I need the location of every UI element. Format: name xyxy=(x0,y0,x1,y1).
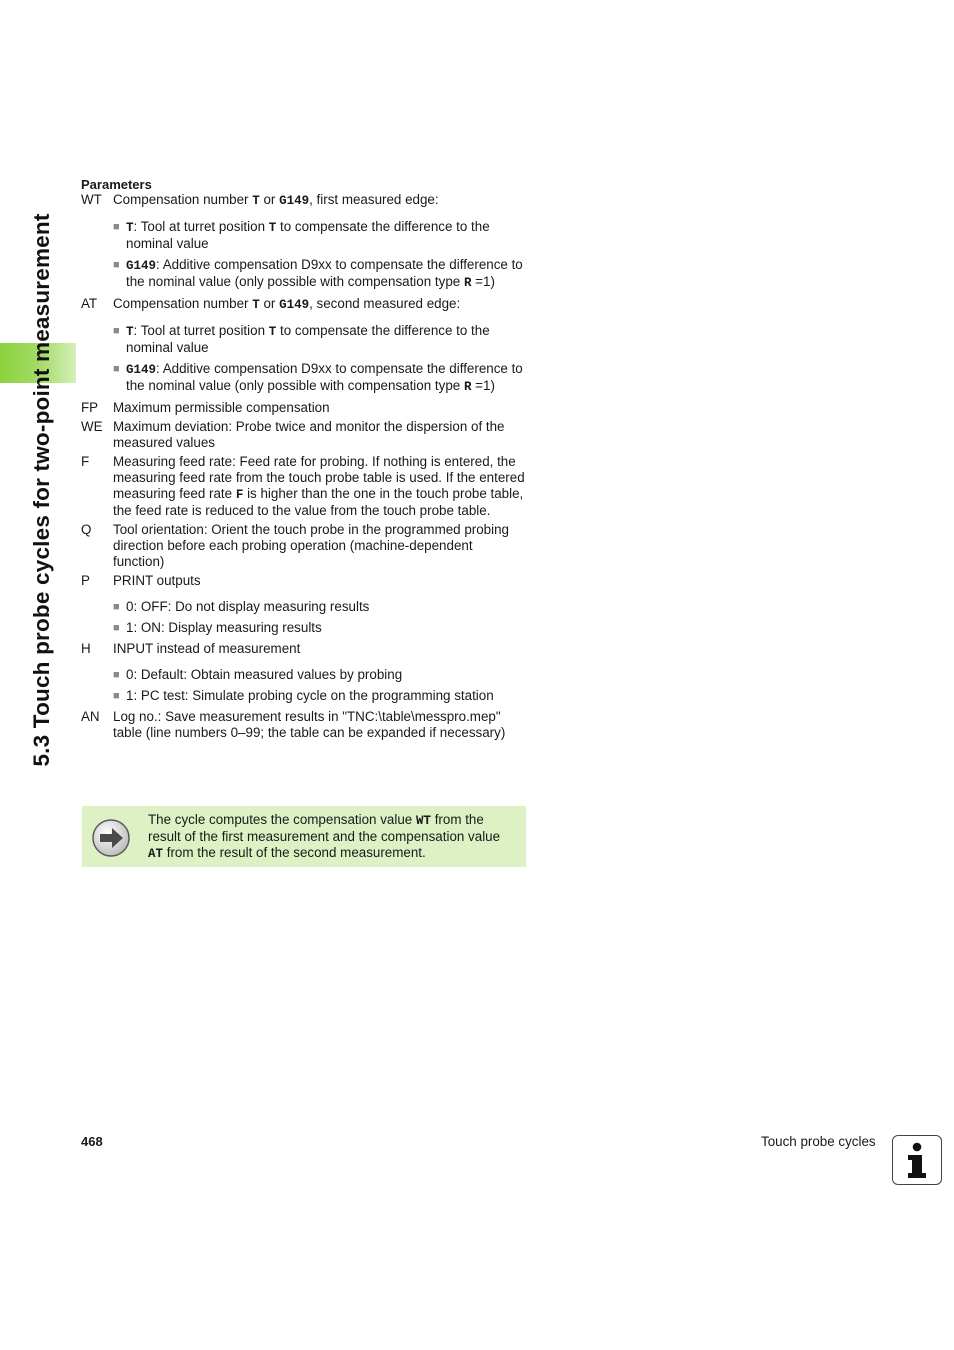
param-description: Log no.: Save measurement results in "TNC:\table\messpro.mep" table (line numbers 0–99; the table can be expanded if necessary) xyxy=(113,709,506,740)
param-q xyxy=(81,522,526,570)
list-item: ■ T: Tool at turret position T to compensate the difference to the nominal value xyxy=(113,323,490,355)
param-wt-options xyxy=(113,219,526,291)
bullet-square-icon: ■ xyxy=(113,363,120,375)
param-at xyxy=(81,296,526,313)
param-description: Maximum deviation: Probe twice and monitor the dispersion of the measured values xyxy=(113,419,505,450)
param-code: WE xyxy=(81,419,103,434)
bullet-square-icon: ■ xyxy=(113,601,120,613)
bullet-square-icon: ■ xyxy=(113,259,120,271)
side-chapter-title: 5.3 Touch probe cycles for two-point measurement xyxy=(29,213,54,767)
info-icon xyxy=(892,1135,942,1185)
param-p-options xyxy=(113,599,526,636)
param-code: WT xyxy=(81,192,102,207)
param-description: Compensation number T or G149, first measured edge: xyxy=(113,192,439,208)
note-box xyxy=(82,806,526,867)
param-code: F xyxy=(81,454,90,469)
param-fp xyxy=(81,400,526,416)
param-description: PRINT outputs xyxy=(113,573,201,588)
list-item: ■ G149: Additive compensation D9xx to compensate the difference to the nominal value (only possible with compensation type R =1) xyxy=(113,361,523,394)
param-wt xyxy=(81,192,526,209)
bullet-square-icon: ■ xyxy=(113,669,120,681)
list-item: ■ 1: PC test: Simulate probing cycle on the programming station xyxy=(113,688,494,703)
param-description: Maximum permissible compensation xyxy=(113,400,330,415)
bullet-square-icon: ■ xyxy=(113,690,120,702)
param-code: Q xyxy=(81,522,92,537)
list-item: ■ G149: Additive compensation D9xx to compensate the difference to the nominal value (only possible with compensation type R =1) xyxy=(113,257,523,290)
list-item: ■ 0: Default: Obtain measured values by probing xyxy=(113,667,403,682)
param-p xyxy=(81,573,526,589)
param-description: INPUT instead of measurement xyxy=(113,641,301,656)
param-h xyxy=(81,641,526,657)
list-item: ■ 0: OFF: Do not display measuring results xyxy=(113,599,370,614)
arrow-right-icon xyxy=(91,818,131,858)
list-item: ■ 1: ON: Display measuring results xyxy=(113,620,322,635)
parameters-section xyxy=(81,177,526,741)
param-description: Tool orientation: Orient the touch probe in the programmed probing direction before each probing operation (machine-dependent function) xyxy=(113,522,510,569)
list-item: ■ T: Tool at turret position T to compensate the difference to the nominal value xyxy=(113,219,490,251)
param-we xyxy=(81,419,526,451)
note-text: The cycle computes the compensation value WT from the result of the first measurement and the compensation value AT from the result of the second measurement. xyxy=(148,812,501,861)
param-h-options xyxy=(113,667,526,704)
bullet-square-icon: ■ xyxy=(113,221,120,233)
param-code: FP xyxy=(81,400,99,415)
param-description: Compensation number T or G149, second measured edge: xyxy=(113,296,461,312)
parameters-heading: Parameters xyxy=(81,177,152,192)
param-code: AT xyxy=(81,296,98,311)
param-code: AN xyxy=(81,709,100,724)
param-an xyxy=(81,709,526,741)
param-code: H xyxy=(81,641,91,656)
bullet-square-icon: ■ xyxy=(113,325,120,337)
page-number: 468 xyxy=(81,1134,103,1149)
param-at-options xyxy=(113,323,526,395)
footer-chapter-title: Touch probe cycles xyxy=(761,1134,876,1149)
param-description: Measuring feed rate: Feed rate for probing. If nothing is entered, the measuring feed rate from the touch probe table is used. If the entered measuring feed rate F is higher than the one in the touch probe table, the feed rate is reduced to the value from the touch probe table. xyxy=(113,454,525,518)
param-f xyxy=(81,454,526,519)
bullet-square-icon: ■ xyxy=(113,622,120,634)
param-code: P xyxy=(81,573,90,588)
